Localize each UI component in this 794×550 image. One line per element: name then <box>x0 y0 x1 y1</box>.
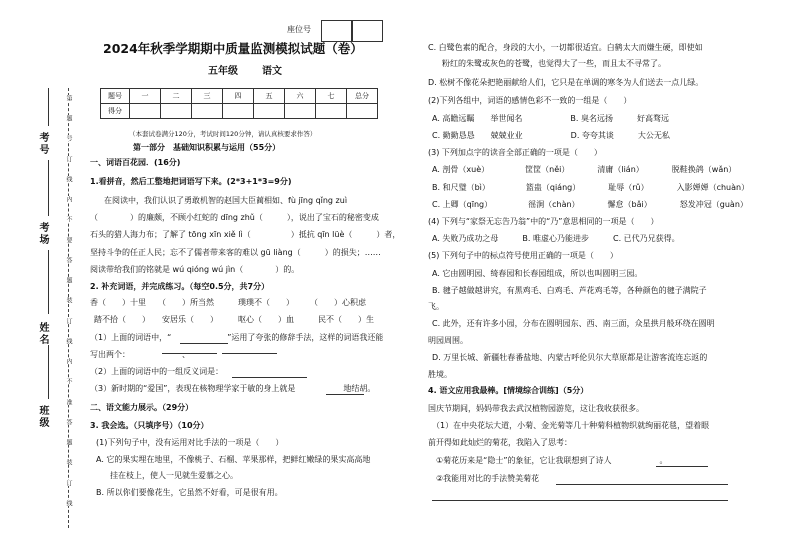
q4-sub1-item1: ①菊花历来是“隐士”的象征，它让我联想到了诗人 。 <box>436 456 668 465</box>
answer-line[interactable] <box>326 394 364 395</box>
score-header-cell: 七 <box>316 89 347 104</box>
binding-char: 内 <box>65 358 72 365</box>
q1-para-line3: 石头的猎人海力布；了解了 tōng xīn xiě lì（ ）抵抗 qīn lüè（ ）者， <box>90 230 401 239</box>
seat-box-1[interactable] <box>321 20 352 42</box>
score-value-row <box>101 104 378 119</box>
binding-char: 第 <box>65 95 72 101</box>
score-header-cell: 题号 <box>101 89 130 104</box>
choice2-options-ab: A. 高瞻远瞩 举世闻名 B. 臭名远扬 好高骛远 <box>432 114 669 123</box>
q2-sub2: （2）上面的词语中的一组反义词是： <box>90 367 300 376</box>
seat-label: 座位号 <box>287 25 311 34</box>
score-header-cell: 四 <box>223 89 254 104</box>
exam-note: （本套试卷满分120分，考试时间120分钟，请认真核要求作答） <box>129 130 317 138</box>
binding-char: 题 <box>65 439 72 446</box>
banji-line[interactable] <box>48 345 49 399</box>
binding-char: 不 <box>65 216 72 223</box>
binding-char: 装 <box>65 297 72 304</box>
label-kaohao: 考号 <box>37 132 48 156</box>
score-input-cell[interactable] <box>285 104 316 119</box>
choice1-option-b: B. 所以你们要像花生，它虽然不好看，可是很有用。 <box>96 488 283 497</box>
q1-para-line1: 在阅读中，我们认识了勇敢机智的赵国大臣蔺相如、fù jīng qǐng zuì <box>104 196 348 205</box>
label-xingming: 姓名 <box>37 322 48 346</box>
answer-line[interactable] <box>232 377 307 378</box>
q3-heading: 3. 我会选。（只填序号）（10分） <box>90 421 209 430</box>
choice4-options: A. 失败乃成功之母 B. 唯虚心乃能进步 C. 已代乃兄获得。 <box>432 234 680 243</box>
q2-sub1-line2: 写出两个： 、 <box>90 350 242 359</box>
binding-char: 线 <box>65 175 72 182</box>
choice5-option-c-line1: C. 此外，还有许多小园，分布在圆明园东、西、南三面，众星拱月般环绕在圆明 <box>432 319 715 328</box>
score-table <box>100 88 378 119</box>
q4-heading: 4. 语文应用我最棒。[情境综合训练]（5分） <box>428 386 589 395</box>
binding-char: 内 <box>65 196 72 203</box>
q2-heading: 2. 补充词语，并完成练习。（每空0.5分，共7分） <box>90 282 270 291</box>
choice1-question: (1)下列句子中，没有运用对比手法的一项是（ ） <box>96 438 284 447</box>
binding-char: 订 <box>65 155 72 162</box>
q4-sub1-item2: ②我能用对比的手法赞美菊花 <box>436 474 540 483</box>
score-header-cell: 六 <box>285 89 316 104</box>
score-input-cell[interactable] <box>347 104 378 119</box>
score-header-cell: 一 <box>130 89 161 104</box>
score-header-cell: 三 <box>192 89 223 104</box>
choice3-option-b: B. 和尺璧（bì） 篮蛊（qiáng） 耻辱（rǔ） 入影婵婵（chuàn） <box>432 183 750 192</box>
score-header-row <box>101 89 378 104</box>
answer-line[interactable] <box>180 343 228 344</box>
choice5-option-b-line2: 飞。 <box>428 302 444 311</box>
score-header-cell: 总分 <box>347 89 378 104</box>
binding-char: 号 <box>65 135 72 142</box>
q1-para-line2: （ ）的廉颇，不顾小红蛇的 dīng zhǔ（ ），说出了宝石的秘密变成 <box>90 213 379 222</box>
kaochang-line[interactable] <box>48 160 49 216</box>
answer-line[interactable] <box>162 353 217 354</box>
q1-para-line5: 阅读带给我们的铭就是 wú qióng wú jìn（ ）的。 <box>90 265 300 274</box>
binding-char: 线 <box>65 337 72 344</box>
score-input-cell[interactable] <box>254 104 285 119</box>
binding-char: 装 <box>65 459 72 466</box>
grade-label: 五年级 <box>208 66 238 77</box>
score-input-cell[interactable] <box>192 104 223 119</box>
choice1-option-a-line1: A. 它的果实埋在地里，不像桃子、石榴、苹果那样，把鲜红嫩绿的果实高高地 <box>96 455 371 464</box>
score-input-cell[interactable] <box>223 104 254 119</box>
score-row-label: 得分 <box>101 104 130 119</box>
binding-char: 准 <box>65 398 72 405</box>
score-input-cell[interactable] <box>316 104 347 119</box>
q4-intro: 国庆节期间，妈妈带我去武汉植物园游览，这让我收获很多。 <box>428 404 644 413</box>
binding-char: 不 <box>65 378 72 385</box>
answer-line-chrysanthemum[interactable] <box>556 484 728 485</box>
choice5-option-d-line2: 胜境。 <box>428 370 452 379</box>
xingming-line[interactable] <box>48 250 49 314</box>
choice3-option-c: C. 上卿（qīng） 徭涧（chàn） 懈怠（bǎi） 怒发冲冠（guàn） <box>432 200 748 209</box>
choice3-option-a: A. 剖骨（xuè） 筐筐（něi） 清庸（lián） 脱鞋换鸽（wǎn） <box>432 165 737 174</box>
q1-heading: 1.看拼音，然后工整地把词语写下来。(2*3+1*3=9分) <box>90 177 292 186</box>
choice5-option-c-line2: 明园周围。 <box>428 336 468 345</box>
score-input-cell[interactable] <box>130 104 161 119</box>
choice5-option-a: A. 它由圆明园、绮春园和长春园组成，所以也叫圆明三园。 <box>432 269 643 278</box>
label-kaochang: 考场 <box>37 222 48 246</box>
choice4-question: (4) 下列与“家祭无忘告乃翁”中的“乃”意思相同的一项是（ ） <box>428 217 659 226</box>
choice5-option-b-line1: B. 毽子越做越讲究，有黑鸡毛、白鸡毛、芦花鸡毛等，各种颜色的毽子满院子 <box>432 286 707 295</box>
choice3-question: (3) 下列加点字的读音全部正确的一项是（ ） <box>428 148 602 157</box>
score-header-cell: 五 <box>254 89 285 104</box>
binding-char: 答 <box>65 418 72 425</box>
choice2-options-cd: C. 勤勤恳恳 兢兢业业 D. 夸夸其谈 大公无私 <box>432 131 670 140</box>
choice5-question: (5) 下列句子中的标点符号使用正确的一项是（ ） <box>428 251 618 260</box>
seat-box-2[interactable] <box>352 20 383 42</box>
choice1-option-d: D. 松树不像花朵把艳丽献给人们，它只是在单调的寒冬为人们送去一点儿绿。 <box>428 78 704 87</box>
answer-line[interactable] <box>222 353 277 354</box>
kaohao-line[interactable] <box>48 88 49 126</box>
label-banji: 班级 <box>37 405 48 429</box>
binding-char: 答 <box>65 256 72 263</box>
binding-char: 要 <box>65 236 72 243</box>
binding-char: 订 <box>65 479 72 486</box>
page-title: 2024年秋季学期期中质量监测模拟试题（卷） <box>103 41 363 56</box>
subject-label: 语文 <box>262 66 282 77</box>
q2-sub3: （3）新时期的“爱国”，表现在核物理学家于敏的身上就是 地结胡。 <box>90 384 376 393</box>
binding-char: 题 <box>65 115 72 122</box>
score-header-cell: 二 <box>161 89 192 104</box>
choice2-question: (2)下列各组中，词语的感情色彩不一致的一组是（ ） <box>428 96 632 105</box>
choice1-option-a-line2: 挂在枝上，使人一见就生爱慕之心。 <box>110 471 238 480</box>
part1-heading: 第一部分 基础知识积累与运用（55分） <box>133 143 281 152</box>
q1-para-line4: 坚持斗争的任正人民；忘不了儒者带来客的难以 gū liàng（ ）的损失；…… <box>90 248 381 257</box>
q2-sub1-line1: （1）上面的词语中，“ ”运用了夸张的修辞手法，这样的词语我还能 <box>90 333 384 342</box>
section1-heading: 一、词语百花园．(16分) <box>90 158 181 167</box>
q4-sub1-line1: （1）在中央花坛大道，小菊、金光菊等几十种菊科植物织就绚丽花毯，望着眼 <box>432 421 710 430</box>
answer-line-poet[interactable] <box>656 466 708 467</box>
binding-char: 题 <box>65 277 72 284</box>
binding-char: 订 <box>65 317 72 324</box>
choice1-option-c-line1: C. 白鹭色素的配合，身段的大小，一切都很适宜。白鹤太大而嫌生硬，即使如 <box>428 43 703 52</box>
binding-char: 线 <box>65 499 72 506</box>
score-input-cell[interactable] <box>161 104 192 119</box>
fill-words-line2: 踏不拾（ ） 安居乐（ ） 呕心（ ）血 民不（ ）生 <box>94 315 374 324</box>
choice1-option-c-line2: 粉红的朱鹭或灰色的苍鹭，也觉得大了一些，而且太不寻常了。 <box>442 59 666 68</box>
q4-sub1-line2: 前开得如此灿烂的菊花，我陷入了思考： <box>428 438 572 447</box>
choice5-option-d-line1: D. 万里长城、新疆牡春番盐地、内蒙古呼伦贝尔大草原都是让游客流连忘返的 <box>432 353 708 362</box>
fill-words-line1: 香（ ）十里 （ ）所当然 璞璞不（ ） （ ）心积虑 <box>90 298 366 307</box>
answer-line-chrysanthemum-2[interactable] <box>432 500 728 501</box>
section2-heading: 二、语文能力展示。（29分） <box>90 403 194 412</box>
